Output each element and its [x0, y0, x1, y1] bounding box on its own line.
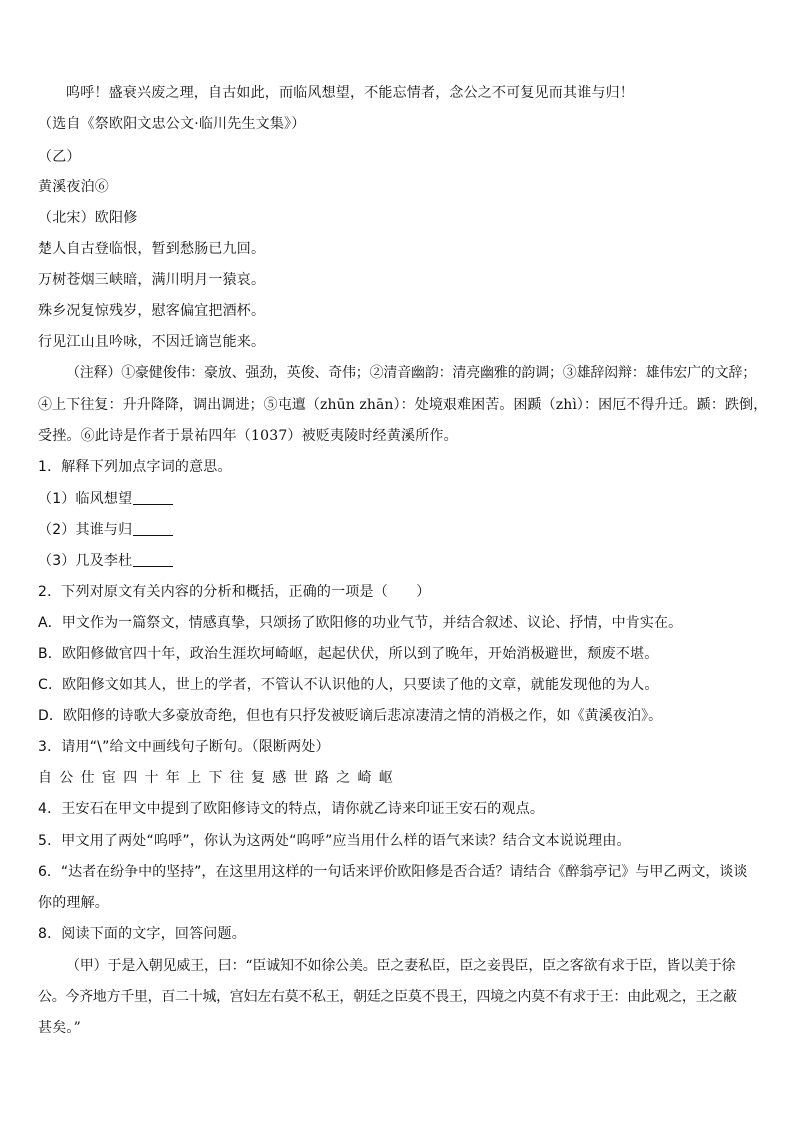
answer-blank[interactable]: [133, 490, 173, 505]
q3-stem: 3．请用“\”给文中画线句子断句。（限断两处）: [38, 739, 330, 755]
q1-item-3-text: （3）几及李杜: [38, 553, 133, 569]
q1-item-2: [38, 521, 173, 539]
answer-blank[interactable]: [133, 552, 173, 567]
q8-stem: 8．阅读下面的文字，回答问题。: [38, 926, 246, 942]
q2-option-c: C．欧阳修文如其人，世上的学者，不管认不认识他的人，只要读了他的文章，就能发现他的为人。: [38, 677, 659, 693]
notes-line-2: ④上下往复：升升降降，调出调进；⑤屯邅（zhūn zhān）：处境艰难困苦。困踬（zhì）：困厄不得升迁。踬：跌倒，: [38, 397, 768, 413]
poem-line-3: 殊乡况复惊残岁，慰客偏宜把酒杯。: [38, 303, 266, 319]
poem-line-4: 行见江山且吟咏，不因迁谪岂能来。: [38, 334, 266, 350]
q1-item-3: [38, 552, 173, 570]
q1-item-2-text: （2）其谁与归: [38, 522, 133, 538]
poem-author: （北宋）欧阳修: [38, 210, 138, 226]
q8-passage-line-2: 公。今齐地方千里，百二十城，宫妇左右莫不私王，朝廷之臣莫不畏王，四境之内莫不有求于王：由此观之，王之蔽: [38, 989, 737, 1005]
poem-title: 黄溪夜泊⑥: [38, 179, 109, 195]
jia-ending-paragraph: 呜呼！盛衰兴废之理，自古如此，而临风想望，不能忘情者，念公之不可复见而其谁与归！: [66, 85, 634, 101]
poem-line-1: 楚人自古登临恨，暂到愁肠已九回。: [38, 241, 266, 257]
q6-stem-line-1: 6．“达者在纷争中的坚持”，在这里用这样的一句话来评价欧阳修是否合适？请结合《醉翁亭记》与甲乙两文，谈谈: [38, 864, 748, 880]
yi-section-label: （乙）: [38, 149, 81, 165]
q8-passage-line-1: （甲）于是入朝见威王，曰：“臣诚知不如徐公美。臣之妻私臣，臣之妾畏臣，臣之客欲有求于臣，皆以美于徐: [66, 958, 736, 974]
q2-option-d: D．欧阳修的诗歌大多豪放奇绝，但也有只抒发被贬谪后悲凉凄清之情的消极之作，如《黄溪夜泊》。: [38, 708, 663, 724]
q2-option-b: B．欧阳修做官四十年，政治生涯坎坷崎岖，起起伏伏，所以到了晚年，开始消极避世，颓废不堪。: [38, 646, 659, 662]
jia-source-citation: （选自《祭欧阳文忠公文·临川先生文集》）: [38, 116, 306, 132]
q4-stem: 4．王安石在甲文中提到了欧阳修诗文的特点，请你就乙诗来印证王安石的观点。: [38, 801, 545, 817]
q8-passage-line-3: 甚矣。”: [38, 1020, 81, 1036]
q5-stem: 5．甲文用了两处“呜呼”，你认为这两处“呜呼”应当用什么样的语气来读？结合文本说说理由。: [38, 833, 631, 849]
q3-sentence: 自公仕宦四十年上下往复感世路之崎岖: [38, 770, 401, 786]
poem-line-2: 万树苍烟三峡暗，满川明月一猿哀。: [38, 272, 266, 288]
q1-item-1: [38, 490, 173, 508]
q1-stem: 1．解释下列加点字词的意思。: [38, 459, 232, 475]
notes-line-3: 受挫。⑥此诗是作者于景祐四年（1037）被贬夷陵时经黄溪所作。: [38, 428, 458, 444]
answer-blank[interactable]: [133, 521, 173, 536]
q1-item-1-text: （1）临风想望: [38, 491, 133, 507]
q2-stem: 2．下列对原文有关内容的分析和概括，正确的一项是（ ）: [38, 584, 431, 600]
notes-line-1: （注释）①豪健俊伟：豪放、强劲，英俊、奇伟；②清音幽韵：清亮幽雅的韵调；③雄辞闳辩：雄伟宏广的文辞；: [66, 365, 756, 381]
q6-stem-line-2: 你的理解。: [38, 895, 109, 911]
q2-option-a: A．甲文作为一篇祭文，情感真挚，只颂扬了欧阳修的功业气节，并结合叙述、议论、抒情，中肯实在。: [38, 615, 683, 631]
